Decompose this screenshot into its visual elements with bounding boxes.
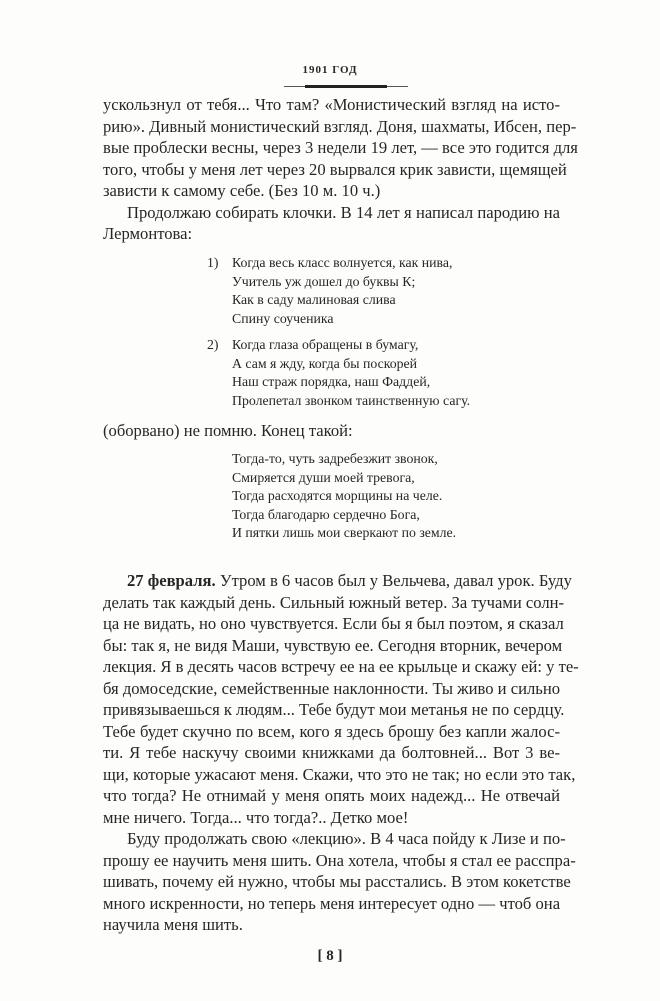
text-line: бя домоседские, семейственные наклонности. Ты живо и сильно: [103, 678, 560, 698]
header-rule-accent: [305, 85, 387, 88]
verse-line: Пролепетал звонком таинственную сагу.: [232, 392, 471, 408]
text-line: привязываешься к людям... Тебе будут мои метанья не по сердцу.: [103, 700, 565, 719]
text-line: ца не видать, но оно чувствуется. Если бы я был поэтом, я сказал: [103, 614, 564, 633]
text-line: шивать, почему ей нужно, чтобы мы расстались. В этом кокетстве: [103, 872, 571, 891]
text-line: много искренности, но теперь меня интересует одно — чтоб она: [103, 893, 561, 913]
text-line: что тогда? Не отнимай у меня опять моих надежд... Не отвечай: [103, 786, 560, 805]
text-line: рию». Дивный монистический взгляд. Доня, шахматы, Ибсен, пер-: [103, 116, 577, 136]
text-line: научила меня шить.: [103, 915, 243, 934]
text-line: бы: так я, не видя Маши, чувствую ее. Сегодня вторник, вечером: [103, 635, 563, 655]
text-line: вые проблески весны, через 3 недели 19 лет, — все это годится для: [103, 138, 578, 157]
text-line: Продолжаю собирать клочки. В 14 лет я написал пародию на: [127, 202, 560, 222]
diary-entry: [103, 570, 579, 936]
text-line: того, чтобы у меня лет через 20 вырвался крик зависти, щемящей: [103, 159, 567, 179]
verse-line: Спину соученика: [232, 310, 334, 326]
text-line: (оборвано) не помню. Конец такой:: [103, 421, 353, 440]
poem-2: [207, 336, 471, 410]
text-line: делать так каждый день. Сильный южный ветер. За тучами солн-: [103, 592, 565, 612]
text-line: Лермонтова:: [103, 224, 193, 243]
text-line: прошу ее научить меня шить. Она хотела, чтобы я стал ее расспра-: [103, 850, 576, 870]
verse-line: Как в саду малиновая слива: [232, 292, 396, 308]
verse-line: Учитель уж дошел до буквы К;: [232, 273, 416, 289]
paragraph-continuation: [103, 94, 578, 245]
verse-line: Когда глаза обращены в бумагу,: [232, 337, 419, 352]
poem-1: [207, 254, 453, 328]
verse-line: Тогда благодарю сердечно Бога,: [232, 506, 420, 522]
verse-line: Смиряется души моей тревога,: [232, 469, 415, 485]
page-number: [ 8 ]: [317, 948, 343, 964]
verse-line: И пятки лишь мои сверкают по земле.: [232, 525, 457, 541]
text-fragment: Утром в 6 часов был у Вельчева, давал урок. Буду: [215, 571, 572, 590]
text-line: зависти к самому себе. (Без 10 м. 10 ч.): [103, 181, 381, 200]
verse-line: Тогда-то, чуть задребезжит звонок,: [232, 451, 438, 466]
text-line: лекция. Я в десять часов встречу ее на ее крыльце и скажу ей: у те-: [103, 657, 579, 676]
text-line: щи, которые ужасают меня. Скажи, что это не так; но если это так,: [103, 764, 576, 784]
text-line: ти. Я тебе наскучу своими книжками да болтовней... Вот 3 ве-: [103, 743, 560, 762]
entry-date: 27 февраля.: [127, 571, 216, 590]
running-header: 1901 ГОД: [302, 64, 358, 76]
poem-3: [232, 450, 456, 543]
paragraph-interrupted: [103, 420, 560, 442]
verse-line: Тогда расходятся морщины на челе.: [232, 488, 443, 504]
text-line: мне ничего. Тогда... что тогда?.. Детко мое!: [103, 807, 409, 827]
text-line: ускользнул от тебя... Что там? «Монистический взгляд на исто-: [103, 95, 560, 114]
text-line: [103, 570, 572, 592]
verse-line: А сам я жду, когда бы поскорей: [232, 355, 418, 371]
poem-number: 1): [207, 255, 219, 270]
poem-number: 2): [207, 337, 219, 352]
verse-line: Наш страж порядка, наш Фаддей,: [232, 374, 431, 390]
text-line: Буду продолжать свою «лекцию». В 4 часа пойду к Лизе и по-: [127, 829, 566, 848]
text-line: Тебе будет скучно по всем, кого я здесь брошу без капли жалос-: [103, 721, 560, 741]
verse-line: Когда весь класс волнуется, как нива,: [232, 255, 453, 270]
